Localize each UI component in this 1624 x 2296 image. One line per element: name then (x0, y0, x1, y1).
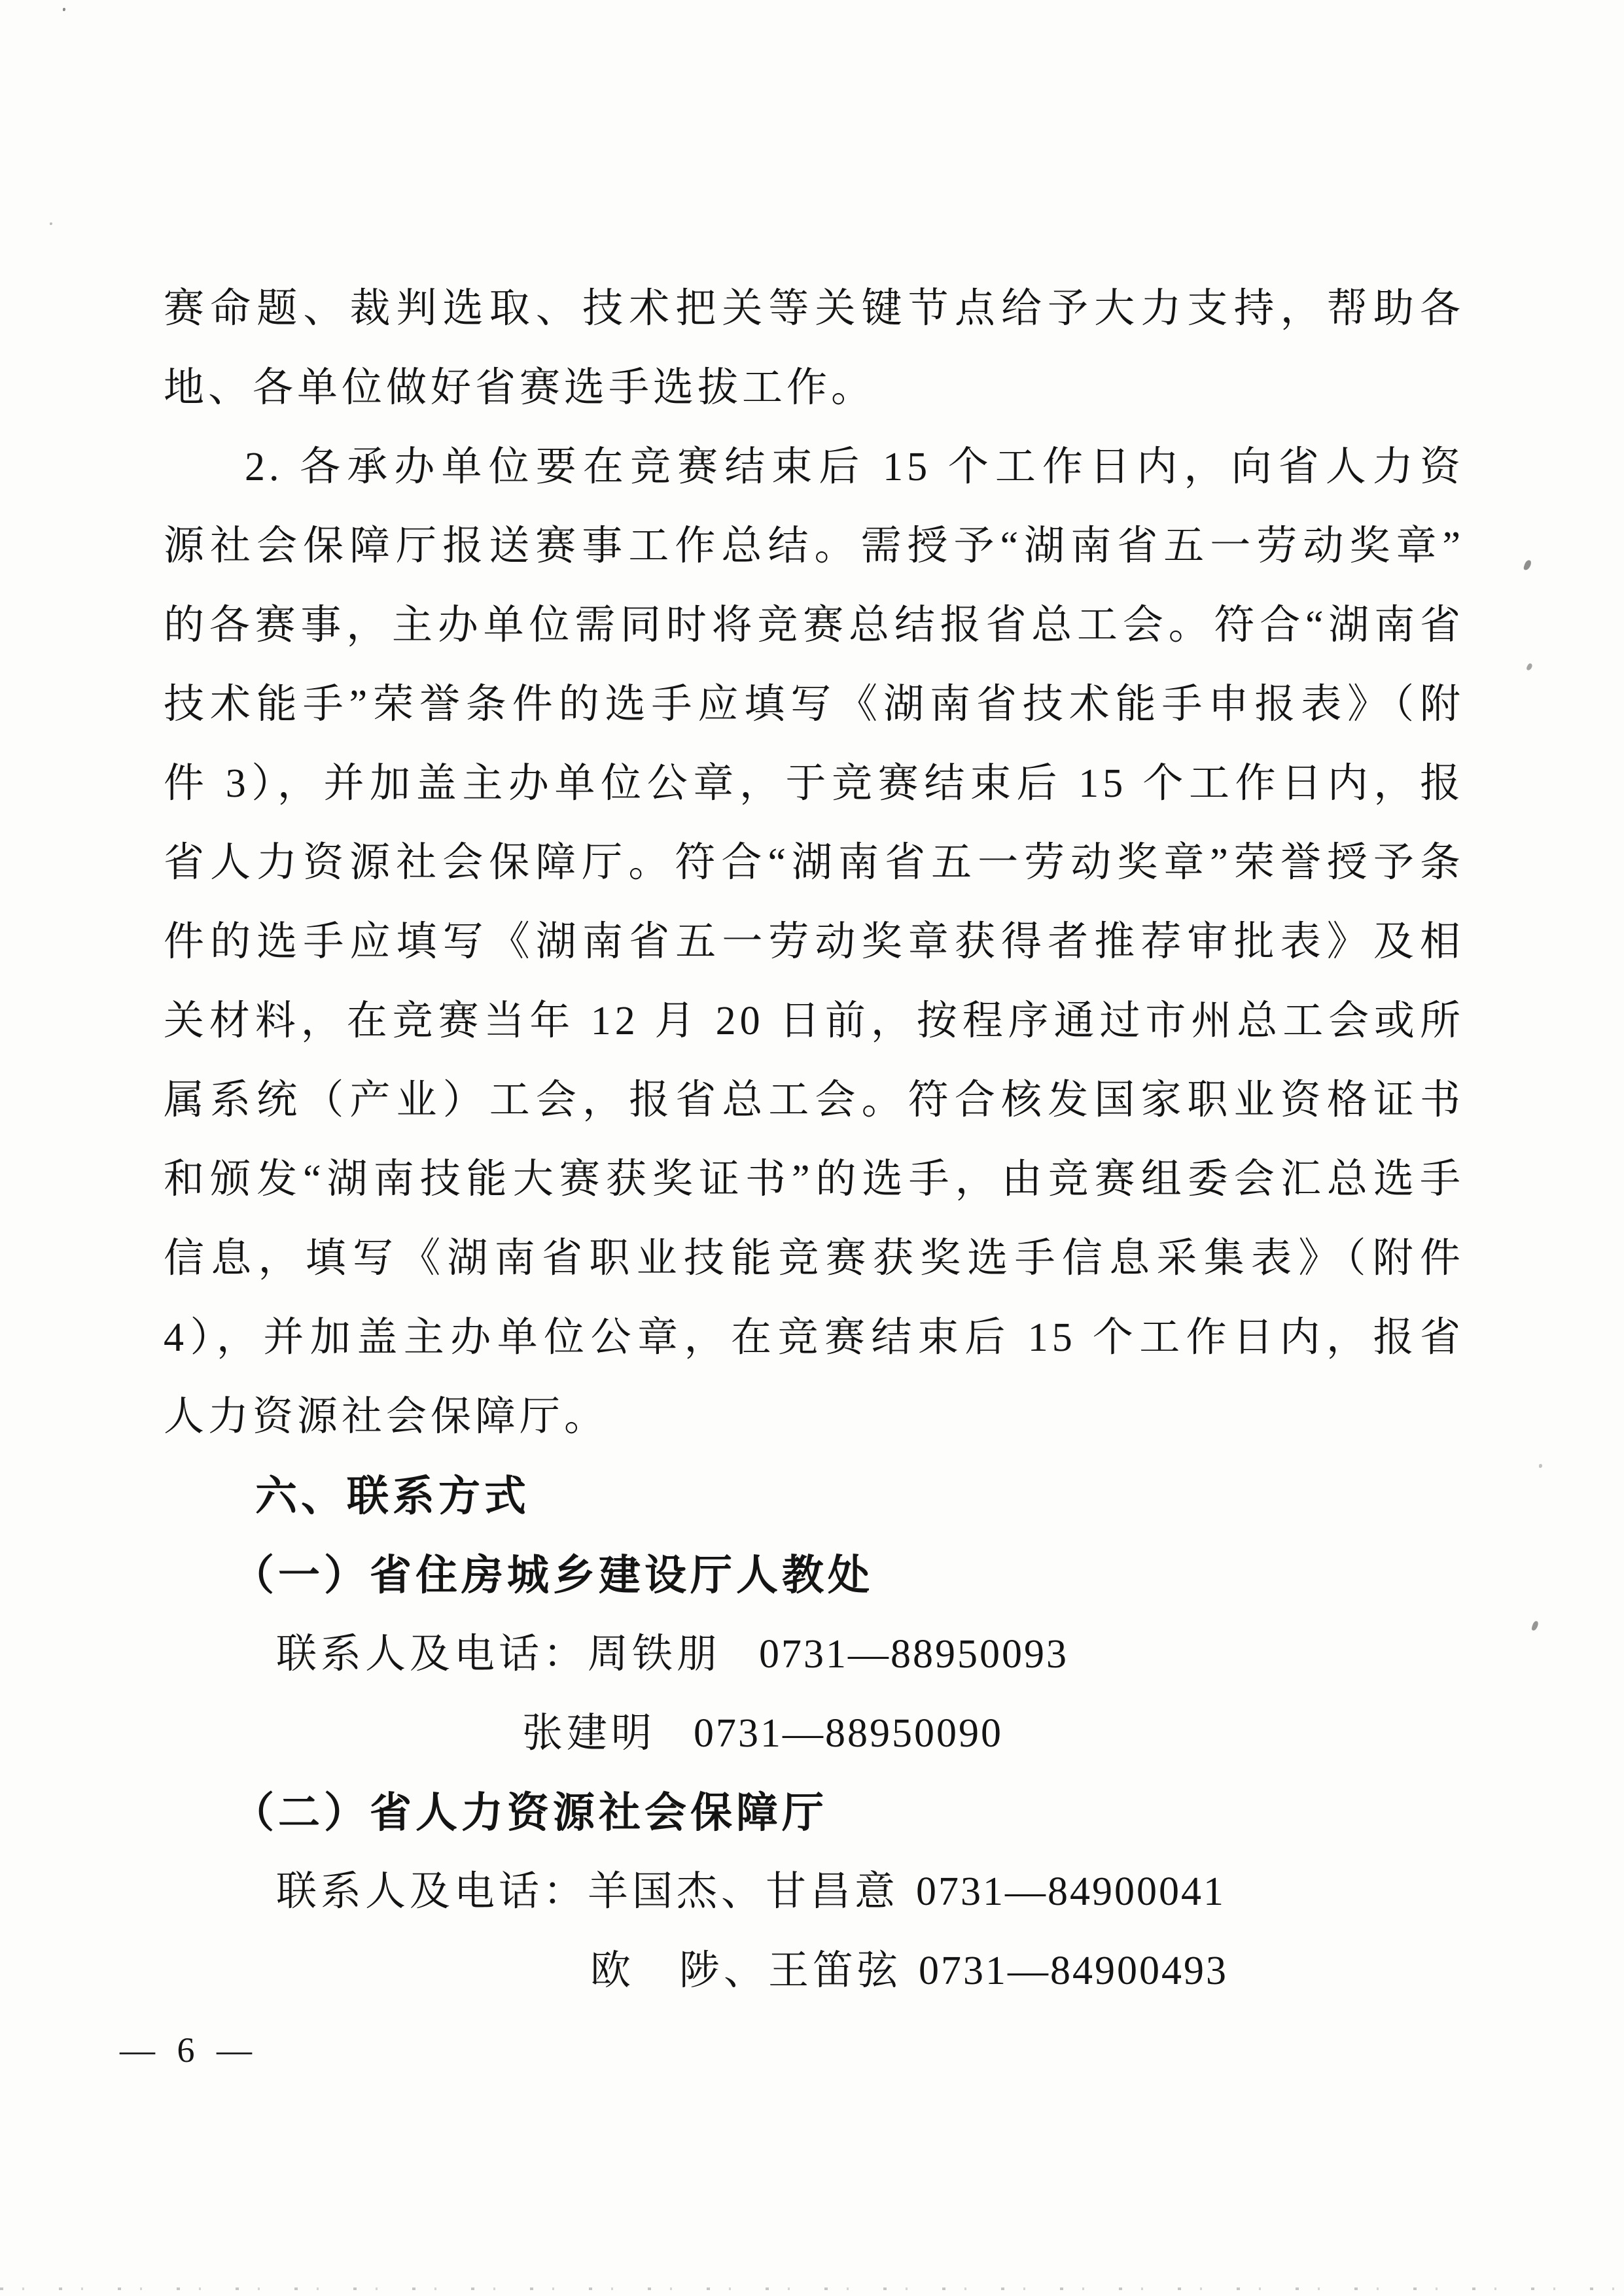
contact-phone: 0731—88950093 (759, 1632, 1069, 1677)
body-line: 赛命题、裁判选取、技术把关等关键节点给予大力支持，帮助各 (164, 287, 1464, 331)
contact-line (276, 1852, 1464, 1932)
body-line: 属系统（产业）工会，报省总工会。符合核发国家职业资格证书 (164, 1078, 1464, 1122)
contact-line (522, 1694, 1464, 1773)
contact-line (276, 1615, 1464, 1694)
body-line: 源社会保障厅报送赛事工作总结。需授予“湖南省五一劳动奖章” (164, 524, 1464, 568)
scan-noise-line (0, 2287, 1624, 2290)
scan-artifact (1523, 559, 1532, 571)
scan-artifact (1526, 663, 1533, 671)
body-line: 省人力资源社会保障厅。符合“湖南省五一劳动奖章”荣誉授予条 (164, 841, 1464, 885)
body-line: 信息，填写《湖南省职业技能竞赛获奖选手信息采集表》（附件 (164, 1236, 1464, 1281)
scan-artifact (1531, 1620, 1539, 1631)
page-number: — 6 — (120, 2030, 258, 2070)
body-line: 和颁发“湖南技能大赛获奖证书”的选手，由竞赛组委会汇总选手 (164, 1157, 1464, 1202)
body-line: 技术能手”荣誉条件的选手应填写《湖南省技术能手申报表》（附 (164, 682, 1464, 727)
section-heading: 六、联系方式 (255, 1473, 530, 1520)
body-line: 2. 各承办单位要在竞赛结束后 15 个工作日内，向省人力资 (245, 445, 1464, 489)
contact-names: 羊国杰、甘昌意 (588, 1870, 900, 1914)
body-line: 件 3），并加盖主办单位公章，于竞赛结束后 15 个工作日内，报 (164, 761, 1464, 806)
scan-artifact (1539, 1464, 1542, 1468)
body-line: 4），并加盖主办单位公章，在竞赛结束后 15 个工作日内，报省 (164, 1315, 1464, 1360)
contact-label: 联系人及电话： (276, 1632, 588, 1677)
body-line: 的各赛事，主办单位需同时将竞赛总结报省总工会。符合“湖南省 (164, 603, 1464, 648)
scan-artifact (50, 222, 52, 225)
contact-group-heading: （二）省人力资源社会保障厅 (232, 1790, 828, 1836)
body-line: 人力资源社会保障厅。 (164, 1395, 609, 1439)
scan-artifact (63, 8, 65, 11)
contact-names: 欧 陟、王笛弦 (590, 1949, 902, 1993)
contact-line (590, 1932, 1464, 2011)
body-line: 件的选手应填写《湖南省五一劳动奖章获得者推荐审批表》及相 (164, 920, 1464, 964)
contact-group-heading: （一）省住房城乡建设厅人教处 (232, 1552, 874, 1599)
body-line: 地、各单位做好省赛选手选拔工作。 (164, 366, 876, 410)
contact-names: 周铁朋 (588, 1632, 722, 1677)
contact-label: 联系人及电话： (276, 1870, 588, 1914)
contact-phone: 0731—84900493 (919, 1949, 1229, 1993)
contact-phone: 0731—88950090 (694, 1711, 1004, 1756)
contact-names: 张建明 (522, 1711, 656, 1756)
contact-phone: 0731—84900041 (916, 1870, 1226, 1914)
body-line: 关材料，在竞赛当年 12 月 20 日前，按程序通过市州总工会或所 (164, 999, 1464, 1043)
document-body (164, 270, 1464, 2011)
